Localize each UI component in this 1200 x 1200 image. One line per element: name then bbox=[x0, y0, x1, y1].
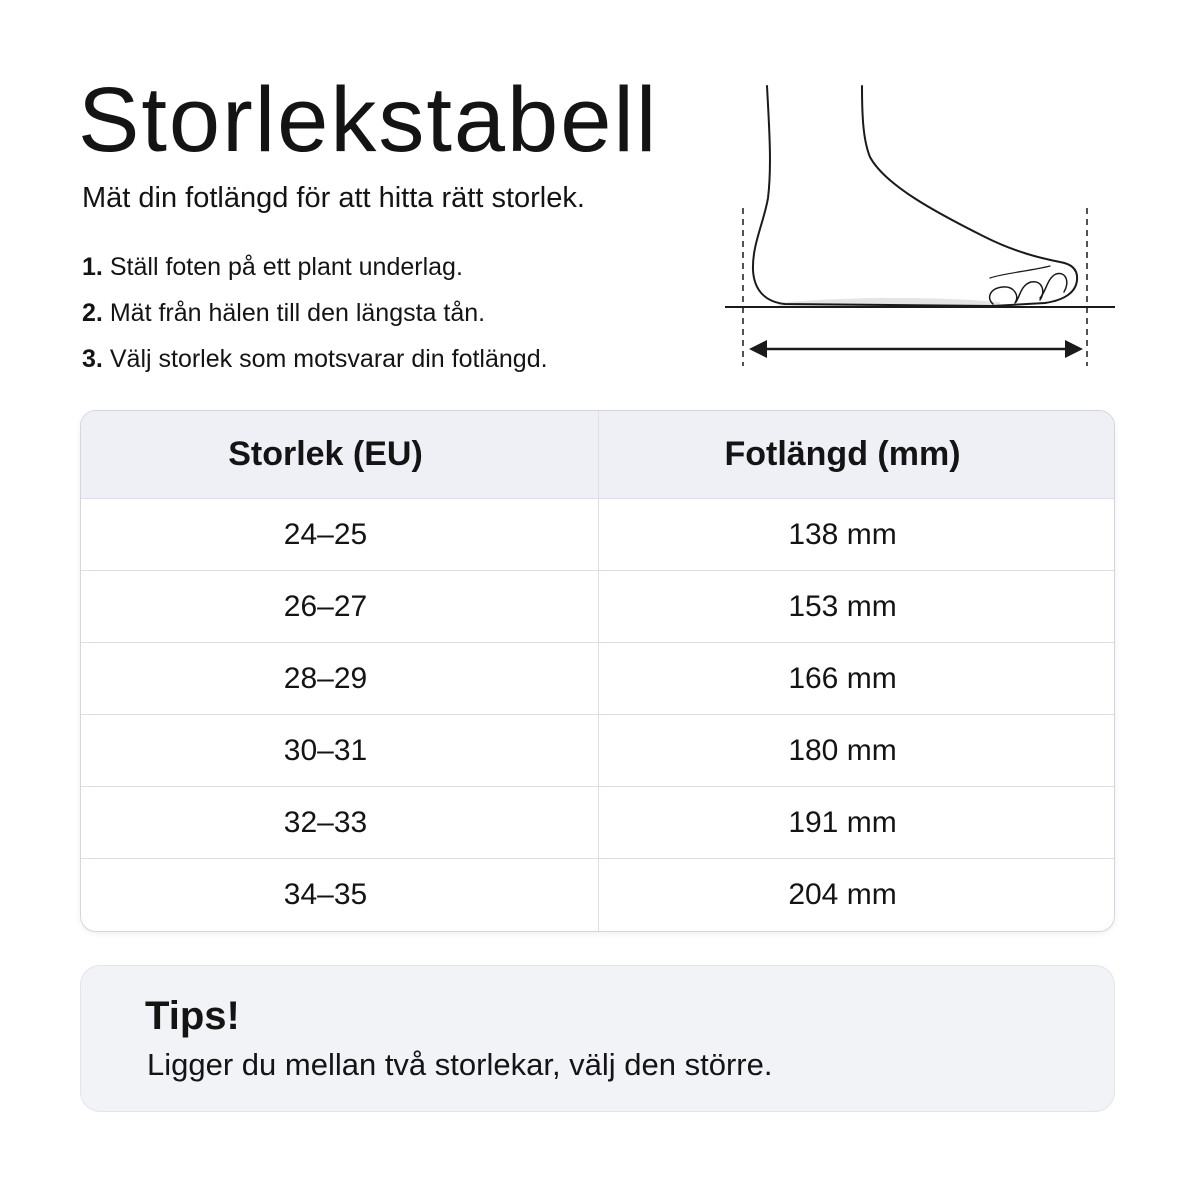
page-title: Storlekstabell bbox=[78, 69, 659, 171]
toe-crease bbox=[990, 266, 1050, 278]
table-cell-length: 153 mm bbox=[599, 571, 1114, 643]
instruction-step bbox=[82, 252, 463, 282]
toe-outline bbox=[1040, 273, 1067, 298]
instep-outline bbox=[862, 86, 1077, 306]
table-cell-size: 26–27 bbox=[81, 571, 599, 643]
heel-outline bbox=[753, 86, 992, 306]
step-text: Välj storlek som motsvarar din fotlängd. bbox=[109, 345, 548, 373]
table-cell-size: 30–31 bbox=[81, 715, 599, 787]
table-cell-length: 166 mm bbox=[599, 643, 1114, 715]
table-cell-length: 204 mm bbox=[788, 878, 897, 911]
page-subtitle: Mät din fotlängd för att hitta rätt storlek. bbox=[82, 182, 585, 214]
tips-heading: Tips! bbox=[145, 994, 240, 1038]
step-number: 3. bbox=[82, 345, 103, 373]
step-number: 2. bbox=[82, 299, 103, 327]
size-table bbox=[80, 410, 1115, 932]
toe-outline bbox=[990, 287, 1017, 304]
toe-outline bbox=[1016, 282, 1043, 302]
table-cell-size: 28–29 bbox=[81, 643, 599, 715]
instruction-step bbox=[82, 344, 548, 374]
table-cell-length: 191 mm bbox=[599, 787, 1114, 859]
step-number: 1. bbox=[82, 253, 103, 281]
foot-measurement-illustration bbox=[720, 80, 1120, 375]
arrow-left-head bbox=[749, 340, 767, 358]
tips-box bbox=[80, 965, 1115, 1112]
table-cell-size: 24–25 bbox=[81, 499, 599, 571]
step-text: Mät från hälen till den längsta tån. bbox=[109, 299, 486, 327]
step-text: Ställ foten på ett plant underlag. bbox=[109, 253, 463, 281]
table-cell-length: 138 mm bbox=[599, 499, 1114, 571]
table-header-length: Fotlängd (mm) bbox=[599, 411, 1114, 499]
arrow-right-head bbox=[1065, 340, 1083, 358]
instruction-step bbox=[82, 298, 485, 328]
tips-text: Ligger du mellan två storlekar, välj den större. bbox=[147, 1047, 773, 1082]
table-cell-size: 34–35 bbox=[81, 859, 599, 931]
table-cell-length: 180 mm bbox=[599, 715, 1114, 787]
table-header-size: Storlek (EU) bbox=[81, 411, 599, 499]
table-cell-size: 32–33 bbox=[81, 787, 599, 859]
